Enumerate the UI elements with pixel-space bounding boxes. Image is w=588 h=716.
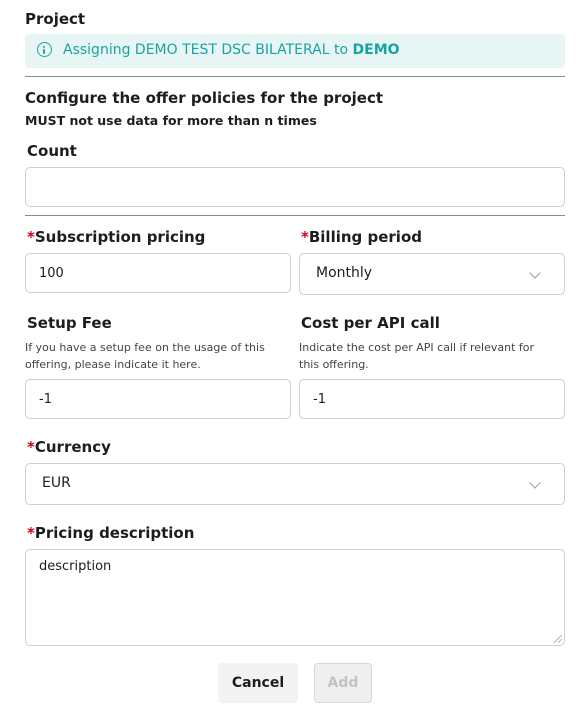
setup-fee-label: Setup Fee xyxy=(27,314,112,332)
required-marker: * xyxy=(27,438,35,456)
api-cost-label: Cost per API call xyxy=(301,314,440,332)
chevron-down-icon xyxy=(529,477,540,488)
info-icon xyxy=(37,42,52,57)
assignment-info-text xyxy=(63,42,400,58)
subscription-pricing-label: *Subscription pricing xyxy=(27,228,206,246)
currency-select[interactable] xyxy=(25,463,565,505)
setup-fee-hint: If you have a setup fee on the usage of this offering, please indicate it here. xyxy=(25,341,265,371)
policies-subheading: MUST not use data for more than n times xyxy=(25,113,317,128)
count-input[interactable] xyxy=(25,167,565,207)
api-cost-hint: Indicate the cost per API call if relevant for this offering. xyxy=(299,341,535,371)
required-marker: * xyxy=(27,228,35,246)
section-divider xyxy=(25,215,565,216)
assignment-info-prefix: Assigning DEMO TEST DSC BILATERAL to xyxy=(63,42,353,58)
api-cost-input[interactable] xyxy=(299,379,565,419)
pricing-description-label: *Pricing description xyxy=(27,524,195,542)
currency-value: EUR xyxy=(42,475,71,491)
billing-period-select[interactable] xyxy=(299,253,565,295)
assignment-info-banner xyxy=(25,34,565,68)
project-label: Project xyxy=(25,10,86,28)
pricing-description-wrapper xyxy=(25,549,565,646)
chevron-down-icon xyxy=(529,267,540,278)
add-button[interactable]: Add xyxy=(314,663,372,703)
pricing-description-textarea[interactable] xyxy=(25,549,565,646)
count-label: Count xyxy=(27,142,77,160)
billing-period-value: Monthly xyxy=(316,265,373,281)
required-marker: * xyxy=(27,524,35,542)
currency-label: *Currency xyxy=(27,438,111,456)
required-marker: * xyxy=(301,228,309,246)
setup-fee-input[interactable] xyxy=(25,379,291,419)
assignment-target: DEMO xyxy=(352,42,400,58)
subscription-pricing-input[interactable] xyxy=(25,253,291,293)
resize-grip-icon[interactable] xyxy=(554,635,562,643)
section-divider xyxy=(25,76,565,77)
policies-heading: Configure the offer policies for the project xyxy=(25,89,384,107)
cancel-button[interactable]: Cancel xyxy=(218,663,298,703)
billing-period-label: *Billing period xyxy=(301,228,422,246)
